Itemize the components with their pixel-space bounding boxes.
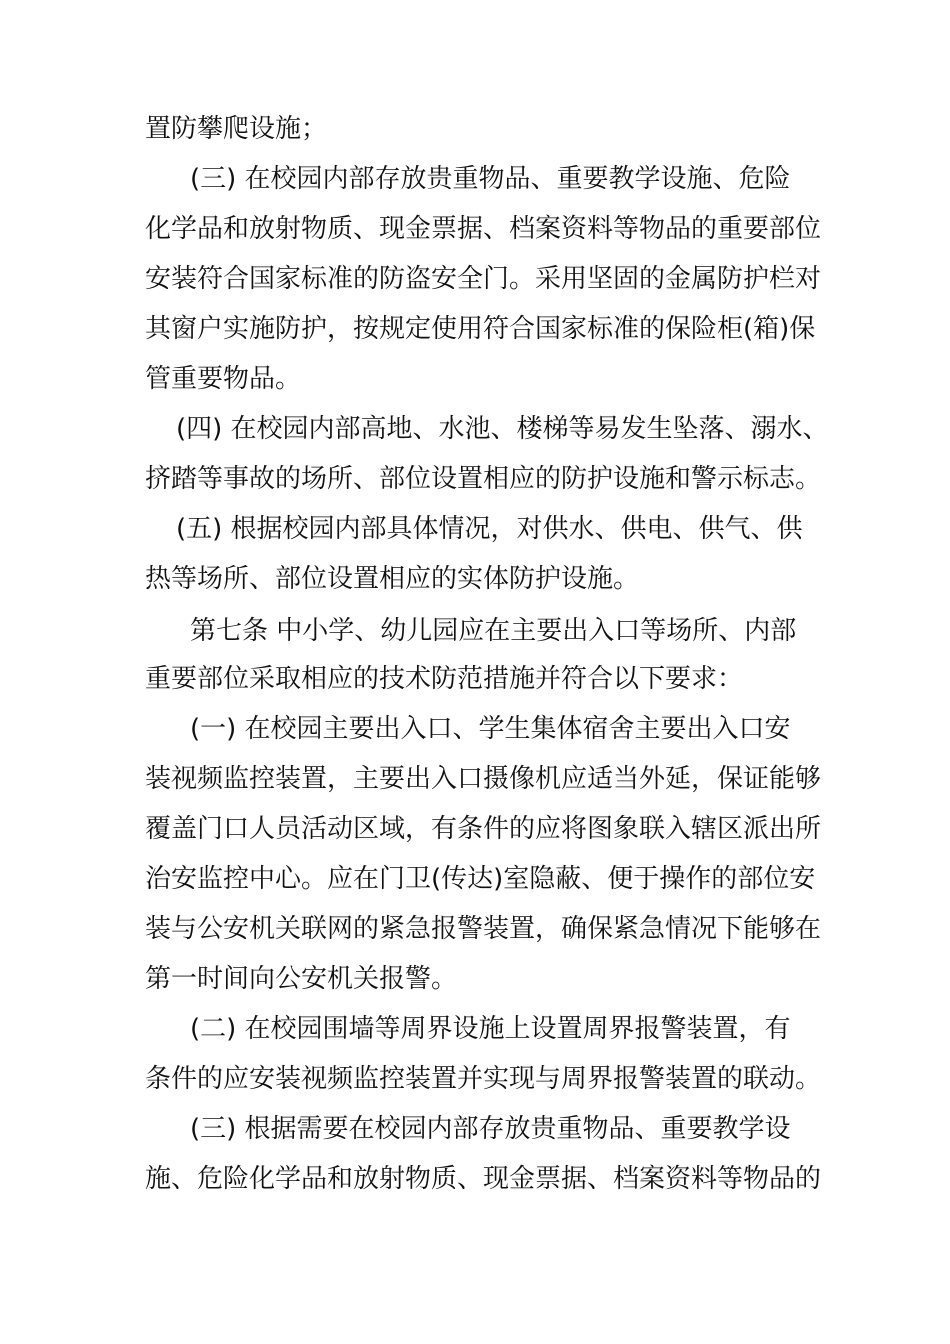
- text-line-12: 重要部位采取相应的技术防范措施并符合以下要求：: [145, 664, 744, 694]
- text-line-1: 置防攀爬设施；: [145, 114, 328, 144]
- text-line-7: (四) 在校园内部高地、水池、楼梯等易发生坠落、溺水、: [176, 414, 829, 444]
- text-line-21: (三) 根据需要在校园内部存放贵重物品、重要教学设: [190, 1114, 791, 1144]
- text-line-4: 安装符合国家标准的防盗安全门。采用坚固的金属防护栏对: [145, 264, 822, 294]
- text-line-22: 施、危险化学品和放射物质、现金票据、档案资料等物品的: [145, 1164, 822, 1194]
- text-line-6: 管重要物品。: [145, 364, 302, 394]
- text-line-2: (三) 在校园内部存放贵重物品、重要教学设施、危险: [190, 164, 791, 194]
- text-line-14: 装视频监控装置，主要出入口摄像机应适当外延，保证能够: [145, 764, 822, 794]
- text-line-19: (二) 在校园围墙等周界设施上设置周界报警装置，有: [190, 1014, 791, 1044]
- text-line-13: (一) 在校园主要出入口、学生集体宿舍主要出入口安: [190, 714, 791, 744]
- text-line-17: 装与公安机关联网的紧急报警装置，确保紧急情况下能够在: [145, 914, 822, 944]
- text-line-15: 覆盖门口人员活动区域，有条件的应将图象联入辖区派出所: [145, 814, 822, 844]
- text-line-20: 条件的应安装视频监控装置并实现与周界报警装置的联动。: [145, 1064, 822, 1094]
- text-line-5: 其窗户实施防护，按规定使用符合国家标准的保险柜(箱)保: [145, 314, 816, 344]
- text-line-16: 治安监控中心。应在门卫(传达)室隐蔽、便于操作的部位安: [145, 864, 816, 894]
- text-line-9: (五) 根据校园内部具体情况，对供水、供电、供气、供: [176, 514, 803, 544]
- text-line-10: 热等场所、部位设置相应的实体防护设施。: [145, 564, 640, 594]
- text-line-18: 第一时间向公安机关报警。: [145, 964, 458, 994]
- text-line-8: 挤踏等事故的场所、部位设置相应的防护设施和警示标志。: [145, 464, 822, 494]
- text-line-3: 化学品和放射物质、现金票据、档案资料等物品的重要部位: [145, 214, 822, 244]
- text-line-11: 第七条 中小学、幼儿园应在主要出入口等场所、内部: [190, 616, 797, 646]
